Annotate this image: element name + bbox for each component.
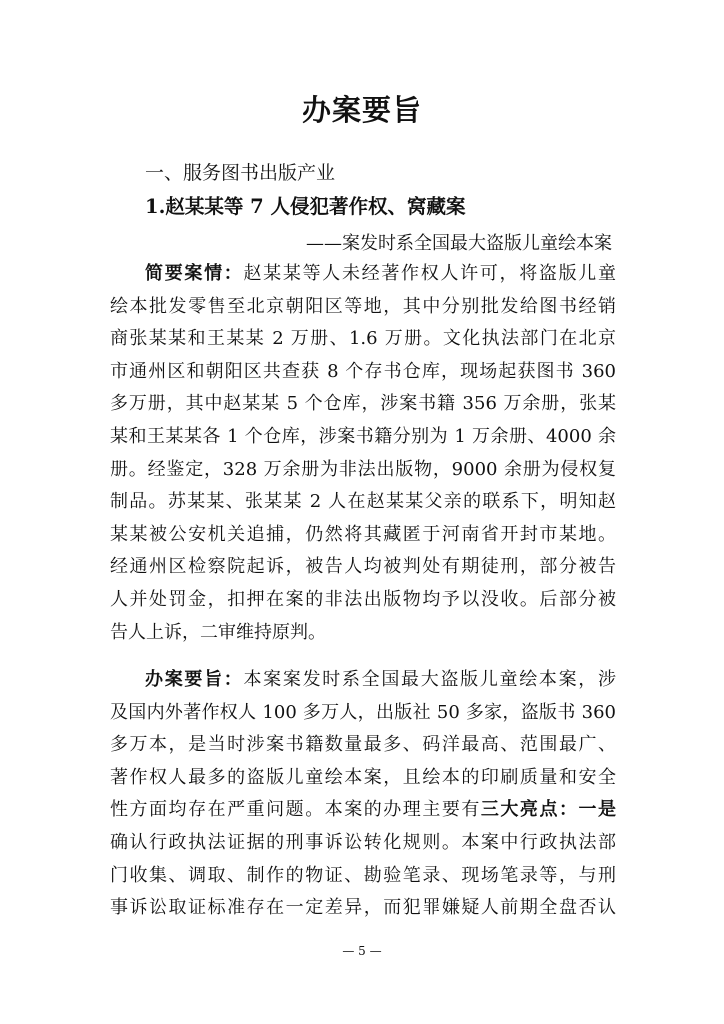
paragraph-line: 商张某某和王某某 2 万册、1.6 万册。文化执法部门在北京 <box>110 328 616 350</box>
paragraph-line: 人并处罚金，扣押在案的非法出版物均予以没收。后部分被 <box>110 588 616 610</box>
section-heading: 一、服务图书出版产业 <box>145 162 336 184</box>
paragraph-line: 性方面均存在严重问题。本案的办理主要有三大亮点：一是 <box>110 799 617 821</box>
paragraph-line: 经通州区检察院起诉，被告人均被判处有期徒刑，部分被告 <box>110 556 616 578</box>
paragraph-line: 某某被公安机关追捕，仍然将其藏匿于河南省开封市某地。 <box>110 523 616 545</box>
paragraph-line: 多万册，其中赵某某 5 个仓库，涉案书籍 356 万余册，张某 <box>110 393 616 415</box>
paragraph-line: 制品。苏某某、张某某 2 人在赵某某父亲的联系下，明知赵 <box>110 491 616 513</box>
paragraph-line: 某和王某某各 1 个仓库，涉案书籍分别为 1 万余册、4000 余 <box>110 425 616 447</box>
paragraph-line: 简要案情：赵某某等人未经著作权人许可，将盗版儿童 <box>145 263 617 284</box>
paragraph-line: 多万本，是当时涉案书籍数量最多、码洋最高、范围最广、 <box>110 734 616 756</box>
document-title: 办案要旨 <box>301 93 422 127</box>
paragraph-line: 事诉讼取证标准存在一定差异，而犯罪嫌疑人前期全盘否认 <box>110 897 616 919</box>
highlight-three-points: 三大亮点 <box>480 799 559 821</box>
page-number: — 5 — <box>342 944 382 958</box>
paragraph-line: 确认行政执法证据的刑事诉讼转化规则。本案中行政执法部 <box>110 831 616 853</box>
case-title: 1.赵某某等 7 人侵犯著作权、窝藏案 <box>145 195 466 218</box>
paragraph-line: 及国内外著作权人 100 多万人，出版社 50 多家，盗版书 360 <box>110 701 616 723</box>
paragraph-line: 著作权人最多的盗版儿童绘本案，且绘本的印刷质量和安全 <box>110 766 616 788</box>
gist-label: 办案要旨： <box>145 669 244 690</box>
paragraph-line: 市通州区和朝阳区共查获 8 个存书仓库，现场起获图书 360 <box>110 360 616 382</box>
paragraph-line: 办案要旨：本案案发时系全国最大盗版儿童绘本案，涉 <box>145 669 617 690</box>
paragraph-line: 告人上诉，二审维持原判。 <box>110 621 326 643</box>
paragraph-line: 门收集、调取、制作的物证、勘验笔录、现场笔录等，与刑 <box>110 864 616 886</box>
summary-label: 简要案情： <box>145 263 244 284</box>
gist-paragraph <box>110 664 616 925</box>
paragraph-line: 册。经鉴定，328 万余册为非法出版物，9000 余册为侵权复 <box>110 458 616 480</box>
paragraph-line: 绘本批发零售至北京朝阳区等地，其中分别批发给图书经销 <box>110 295 616 317</box>
summary-paragraph <box>110 258 616 649</box>
highlight-first: 一是 <box>578 799 617 821</box>
case-subtitle: ——案发时系全国最大盗版儿童绘本案 <box>306 233 612 254</box>
